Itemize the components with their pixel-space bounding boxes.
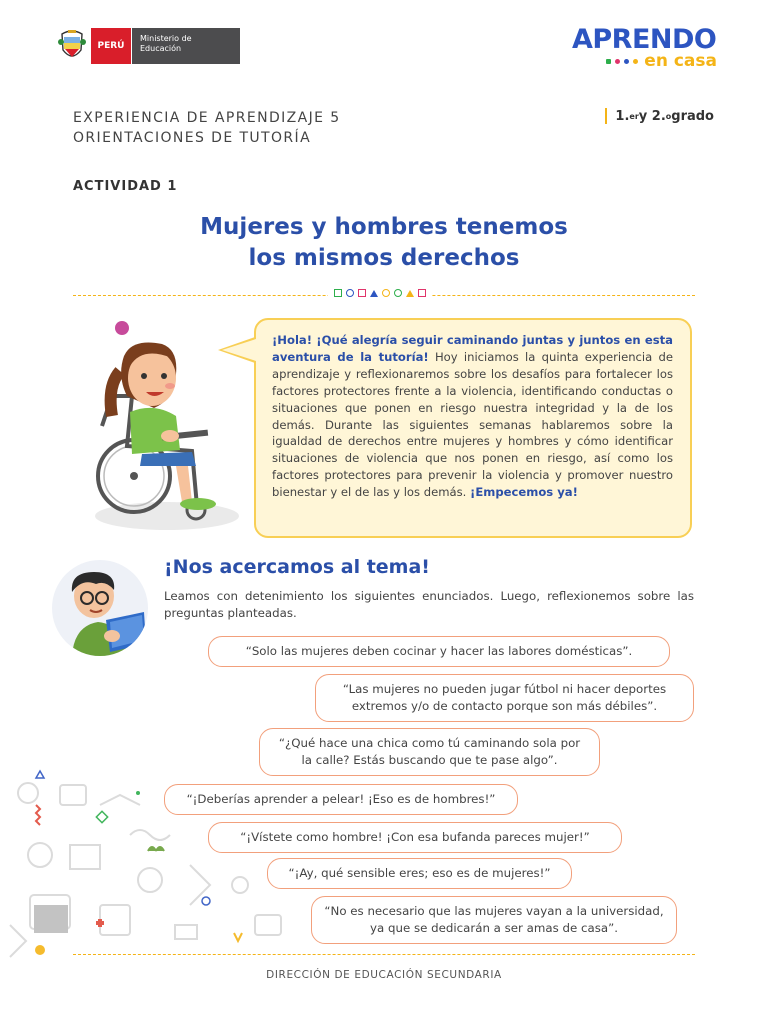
- quote-bubble: “¡Deberías aprender a pelear! ¡Eso es de hombres!”: [164, 784, 518, 815]
- experience-header: [73, 108, 341, 148]
- quote-bubble: “Solo las mujeres deben cocinar y hacer las labores domésticas”.: [208, 636, 670, 667]
- grade-bar: [605, 108, 607, 124]
- aprendo-en-casa-logo: [572, 26, 717, 70]
- footer-label: DIRECCIÓN DE EDUCACIÓN SECUNDARIA: [266, 969, 502, 981]
- footer-divider: [73, 954, 695, 955]
- divider-shapes-icon: [328, 289, 432, 297]
- ministry-label: Ministerio de Educación: [132, 28, 240, 64]
- minedu-logo: [57, 28, 240, 64]
- brand-bottom: en casa: [644, 51, 717, 71]
- peru-label: PERÚ: [91, 28, 131, 64]
- coat-of-arms-icon: [57, 28, 87, 64]
- page-title: Mujeres y hombres tenemos los mismos derechos: [200, 214, 568, 271]
- quote-bubble: “¡Vístete como hombre! ¡Con esa bufanda pareces mujer!”: [208, 822, 622, 853]
- quote-bubble: “No es necesario que las mujeres vayan a la universidad, ya que se dedicarán a ser amas de casa”.: [311, 896, 677, 944]
- section-intro: Leamos con detenimiento los siguientes enunciados. Luego, reflexionemos sobre las preguntas planteadas.: [164, 589, 694, 620]
- grade-label: 1. er y 2. o grado: [605, 108, 714, 124]
- bubble-text: ¡Hola! ¡Qué alegría seguir caminando juntas y juntos en esta aventura de la tutoría! Hoy iniciamos la quinta experiencia de aprendizaje y reflexionaremos sobre los desafíos para fortalecer los factores protectores frente a la violencia, identificando conductas o situaciones que ponen en riesgo nuestra integridad y la de los demás. Durante las siguientes semanas hablaremos sobre la igualdad de derechos entre mujeres y hombres y cómo identificar situaciones de violencia que nos ponen en riesgo, así como los factores protectores para prevenir la violencia y promover nuestro bienestar y el de las y los demás. ¡Empecemos ya!: [272, 333, 673, 500]
- orientation-label: ORIENTACIONES DE TUTORÍA: [73, 130, 312, 146]
- activity-label: ACTIVIDAD 1: [73, 179, 178, 194]
- boy-reading-illustration: [52, 560, 148, 656]
- quote-bubble: “Las mujeres no pueden jugar fútbol ni hacer deportes extremos y/o de contacto porque son más débiles”.: [315, 674, 694, 722]
- brand-shapes-icon: [606, 59, 638, 64]
- brand-top: APRENDO: [572, 24, 717, 55]
- speech-bubble: [254, 318, 692, 538]
- quote-bubble: “¿Qué hace una chica como tú caminando sola por la calle? Estás buscando que te pase algo”.: [259, 728, 600, 776]
- bubble-tail-inner: [222, 339, 256, 361]
- section-title: ¡Nos acercamos al tema!: [164, 556, 430, 578]
- quote-bubble: “¡Ay, qué sensible eres; eso es de mujeres!”: [267, 858, 572, 889]
- experience-label: EXPERIENCIA DE APRENDIZAJE 5: [73, 110, 341, 126]
- boy-avatar: [52, 560, 148, 656]
